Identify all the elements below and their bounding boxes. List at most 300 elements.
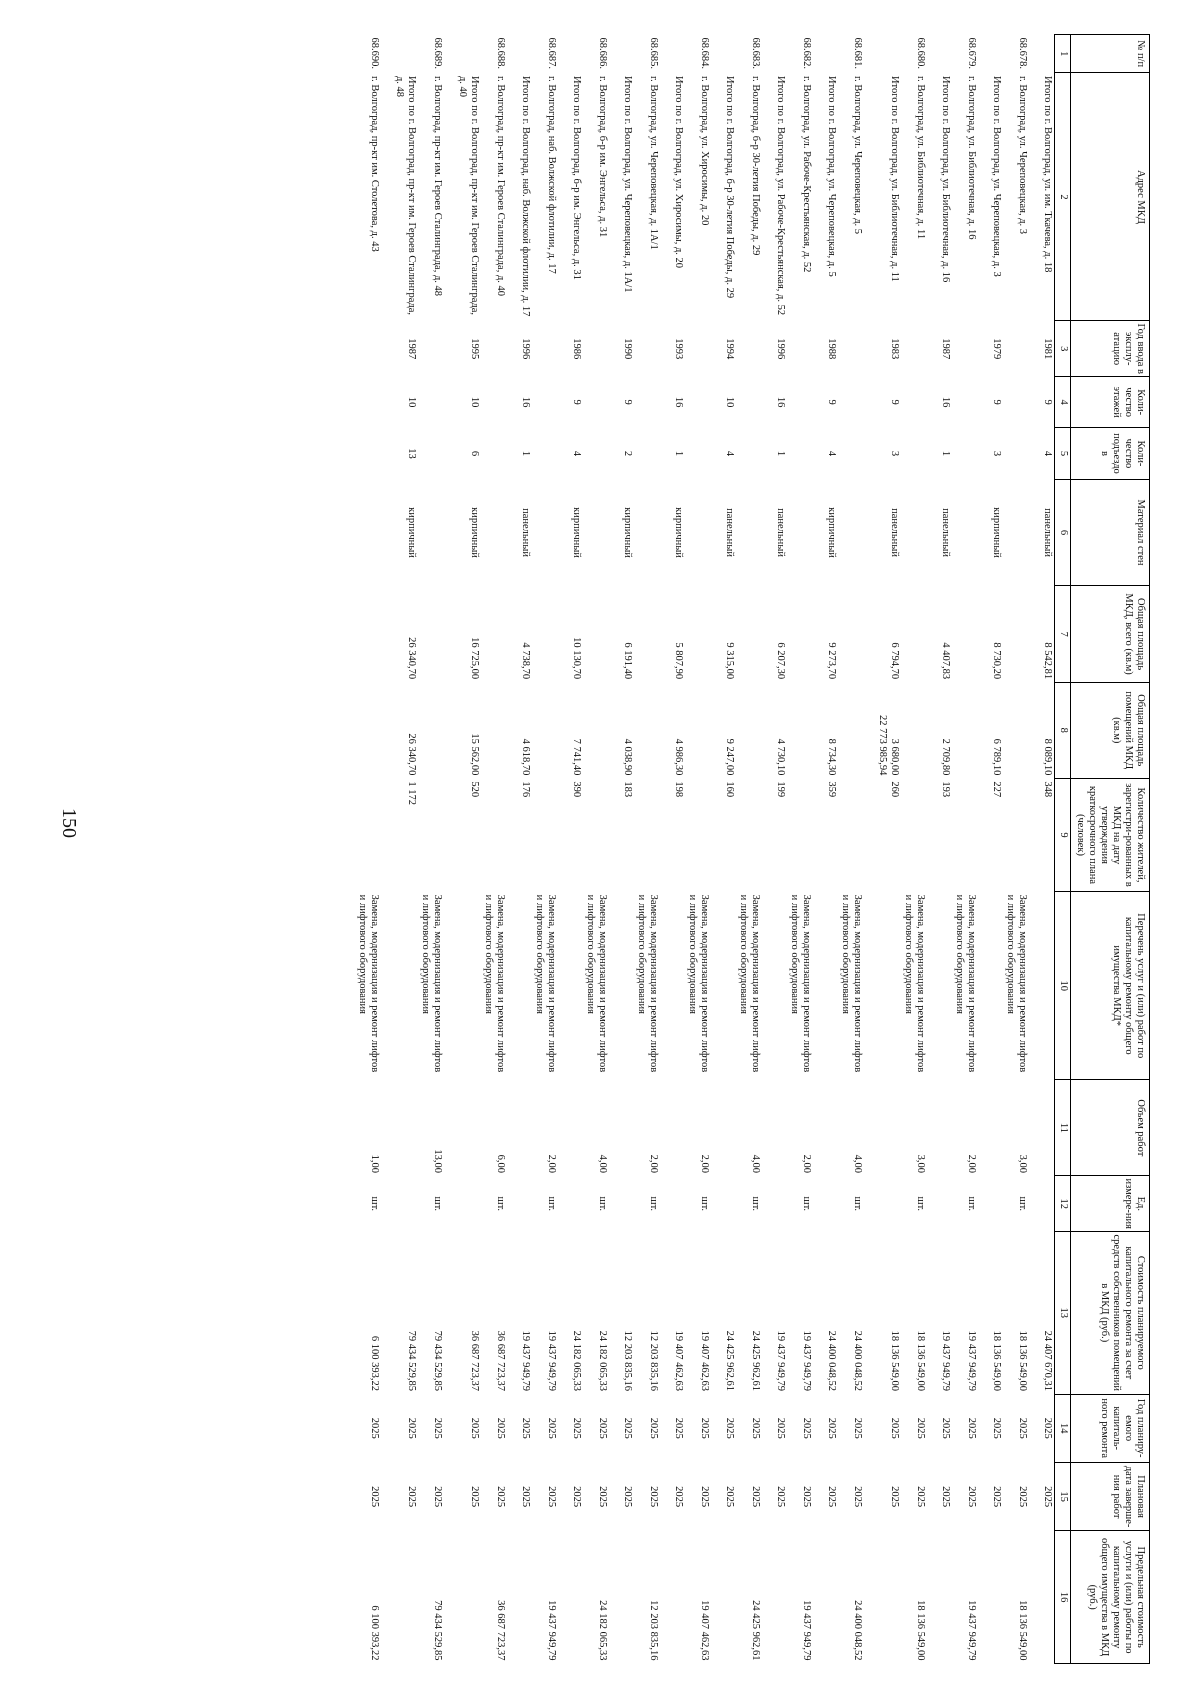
work-name-cell bbox=[989, 892, 1003, 1080]
col-header: Коли-чество подъездо в bbox=[1071, 428, 1150, 479]
year-cell: 1995 bbox=[469, 338, 480, 360]
plan-year-cell: 2025 bbox=[648, 1417, 659, 1439]
item-row bbox=[532, 35, 569, 1664]
residents-cell bbox=[583, 778, 620, 891]
unit-cell bbox=[938, 1176, 952, 1232]
address-cell: Итого по г. Волгоград, ул. Череповецкая, д. 3 bbox=[991, 75, 1002, 277]
volume-cell bbox=[773, 1080, 787, 1176]
item-row bbox=[838, 35, 875, 1664]
end-date-cell: 2025 bbox=[571, 1486, 582, 1508]
area-premises-cell bbox=[824, 682, 838, 778]
item-row bbox=[952, 35, 989, 1664]
col-header: Стоимость планируемого капитального ремонта за счет средств собственников помещений в МКД (руб.) bbox=[1071, 1232, 1150, 1394]
col-number: 6 bbox=[1055, 479, 1071, 586]
row-number bbox=[392, 35, 418, 73]
work-name-cell: Замена, модернизация и ремонт лифтов и лифтового оборудования bbox=[585, 894, 608, 1073]
plan-year-cell: 2025 bbox=[1017, 1417, 1028, 1439]
total-row bbox=[875, 35, 901, 1664]
area-premises-cell bbox=[620, 682, 634, 778]
address-cell: г. Волгоград, ул. Библиотечная, д. 11 bbox=[915, 75, 926, 240]
floors-cell: 10 bbox=[469, 396, 480, 408]
row-number bbox=[875, 35, 901, 73]
year-cell bbox=[787, 321, 824, 377]
plan-year-cell: 2025 bbox=[406, 1417, 417, 1439]
item-row bbox=[634, 35, 671, 1664]
end-date-cell: 2025 bbox=[915, 1486, 926, 1508]
limit-cell bbox=[518, 1531, 532, 1664]
cost-cell: 36 687 723,37 bbox=[495, 1330, 506, 1392]
material-cell: кирпичный bbox=[622, 507, 633, 558]
year-cell: 1996 bbox=[520, 338, 531, 360]
limit-cell bbox=[569, 1531, 583, 1664]
area-premises-value: 7 741,40 bbox=[571, 738, 582, 776]
area-total-cell bbox=[418, 586, 455, 682]
entrances-cell bbox=[787, 428, 824, 479]
unit-cell: шт. bbox=[915, 1196, 926, 1212]
address-cell: Итого по г. Волгоград, пр-кт им. Героев Сталинграда, д. 40 bbox=[457, 75, 480, 316]
limit-cell bbox=[989, 1531, 1003, 1664]
plan-year-cell: 2025 bbox=[520, 1417, 531, 1439]
row-number: 68.687. bbox=[546, 37, 557, 69]
year-cell bbox=[418, 321, 455, 377]
limit-cell: 19 437 949,79 bbox=[801, 1600, 812, 1661]
total-row bbox=[989, 35, 1003, 1664]
floors-cell: 9 bbox=[1042, 399, 1053, 405]
area-total-cell: 6 794,70 bbox=[889, 642, 900, 680]
area-premises-cell bbox=[773, 682, 787, 778]
end-date-cell: 2025 bbox=[369, 1486, 380, 1508]
cost-cell: 18 136 549,00 bbox=[991, 1330, 1002, 1392]
limit-cell bbox=[824, 1531, 838, 1664]
unit-cell: шт. bbox=[1017, 1196, 1028, 1212]
col-header: Коли-чество этажей bbox=[1071, 377, 1150, 428]
work-name-cell bbox=[671, 892, 685, 1080]
limit-cell bbox=[392, 1531, 418, 1664]
material-cell bbox=[901, 479, 938, 586]
floors-cell bbox=[634, 377, 671, 428]
row-number: 68.685. bbox=[648, 37, 659, 69]
col-number: 5 bbox=[1055, 428, 1071, 479]
row-number: 68.679. bbox=[966, 37, 977, 69]
limit-cell: 24 400 048,52 bbox=[852, 1600, 863, 1661]
cost-cell: 19 407 462,63 bbox=[673, 1330, 684, 1392]
entrances-cell bbox=[355, 428, 392, 479]
area-premises-value: 8 089,10 bbox=[1042, 738, 1053, 776]
floors-cell: 16 bbox=[673, 396, 684, 408]
volume-cell bbox=[518, 1080, 532, 1176]
area-total-cell: 8 730,20 bbox=[991, 642, 1002, 680]
floors-cell bbox=[787, 377, 824, 428]
work-name-cell: Замена, модернизация и ремонт лифтов и лифтового оборудования bbox=[738, 894, 761, 1073]
unit-cell bbox=[455, 1176, 481, 1232]
limit-cell bbox=[875, 1531, 901, 1664]
residents-cell: 160 bbox=[724, 781, 735, 798]
item-row bbox=[355, 35, 392, 1664]
residents-cell: 260 bbox=[889, 781, 900, 798]
area-premises-cell bbox=[455, 682, 481, 778]
area-premises-cell bbox=[722, 682, 736, 778]
work-name-cell: Замена, модернизация и ремонт лифтов и лифтового оборудования bbox=[483, 894, 506, 1073]
entrances-cell: 4 bbox=[826, 450, 837, 457]
row-number: 68.678. bbox=[1017, 37, 1028, 69]
residents-cell bbox=[787, 778, 824, 891]
unit-cell: шт. bbox=[369, 1196, 380, 1212]
work-name-cell: Замена, модернизация и ремонт лифтов и лифтового оборудования bbox=[636, 894, 659, 1073]
residents-cell: 198 bbox=[673, 781, 684, 798]
col-number: 16 bbox=[1055, 1531, 1071, 1664]
floors-cell: 16 bbox=[940, 396, 951, 408]
end-date-cell: 2025 bbox=[801, 1486, 812, 1508]
address-cell: г. Волгоград, наб. Волжской флотилии, д. 17 bbox=[546, 75, 557, 274]
col-number: 9 bbox=[1055, 778, 1071, 891]
material-cell bbox=[952, 479, 989, 586]
row-number: 68.681. bbox=[852, 37, 863, 69]
total-row bbox=[518, 35, 532, 1664]
area-premises-cell bbox=[952, 682, 989, 778]
year-cell: 1981 bbox=[1042, 338, 1053, 360]
residents-cell bbox=[532, 778, 569, 891]
limit-cell: 24 182 065,33 bbox=[597, 1600, 608, 1661]
residents-cell: 227 bbox=[991, 781, 1002, 798]
limit-cell: 19 407 462,63 bbox=[699, 1600, 710, 1661]
area-premises-cell bbox=[736, 682, 773, 778]
unit-cell: шт. bbox=[852, 1196, 863, 1212]
area-premises-extra-value: 22 773 985,94 bbox=[877, 714, 888, 776]
limit-cell: 19 437 949,79 bbox=[546, 1600, 557, 1661]
residents-cell bbox=[952, 778, 989, 891]
floors-cell: 10 bbox=[724, 396, 735, 408]
area-total-cell bbox=[787, 586, 824, 682]
work-name-cell: Замена, модернизация и ремонт лифтов и лифтового оборудования bbox=[420, 894, 443, 1073]
cost-cell: 24 182 065,33 bbox=[597, 1330, 608, 1392]
area-total-cell bbox=[901, 586, 938, 682]
entrances-cell: 1 bbox=[940, 450, 951, 457]
area-premises-value: 15 562,00 bbox=[469, 733, 480, 776]
item-row bbox=[583, 35, 620, 1664]
plan-year-cell: 2025 bbox=[801, 1417, 812, 1439]
cost-cell: 24 400 048,52 bbox=[852, 1330, 863, 1392]
end-date-cell: 2025 bbox=[648, 1486, 659, 1508]
unit-cell bbox=[722, 1176, 736, 1232]
end-date-cell: 2025 bbox=[699, 1486, 710, 1508]
floors-cell bbox=[481, 377, 518, 428]
plan-year-cell: 2025 bbox=[775, 1417, 786, 1439]
col-number: 1 bbox=[1055, 35, 1071, 73]
entrances-cell bbox=[736, 428, 773, 479]
end-date-cell: 2025 bbox=[495, 1486, 506, 1508]
plan-year-cell: 2025 bbox=[724, 1417, 735, 1439]
material-cell bbox=[583, 479, 620, 586]
entrances-cell: 4 bbox=[724, 450, 735, 457]
material-cell bbox=[685, 479, 722, 586]
unit-cell bbox=[773, 1176, 787, 1232]
unit-cell bbox=[620, 1176, 634, 1232]
plan-year-cell: 2025 bbox=[966, 1417, 977, 1439]
area-premises-value: 4 618,70 bbox=[520, 738, 531, 776]
entrances-cell: 1 bbox=[673, 450, 684, 457]
year-cell bbox=[952, 321, 989, 377]
floors-cell bbox=[736, 377, 773, 428]
material-cell bbox=[481, 479, 518, 586]
address-cell: г. Волгоград, ул. Библиотечная, д. 16 bbox=[966, 75, 977, 240]
year-cell: 1987 bbox=[406, 338, 417, 360]
material-cell: кирпичный bbox=[991, 507, 1002, 558]
limit-cell bbox=[722, 1531, 736, 1664]
work-name-cell bbox=[824, 892, 838, 1080]
cost-cell: 19 437 949,79 bbox=[546, 1330, 557, 1392]
unit-cell bbox=[392, 1176, 418, 1232]
limit-cell: 18 136 549,00 bbox=[915, 1600, 926, 1661]
entrances-cell bbox=[838, 428, 875, 479]
col-header: Адрес МКД bbox=[1071, 73, 1150, 321]
limit-cell bbox=[671, 1531, 685, 1664]
plan-year-cell: 2025 bbox=[991, 1417, 1002, 1439]
year-cell bbox=[1003, 321, 1040, 377]
col-header: Предельная стоимость услуги и (или) работы по капитальному ремонту общего имущества в МКД (руб.) bbox=[1071, 1531, 1150, 1664]
unit-cell: шт. bbox=[432, 1196, 443, 1212]
cost-cell: 19 437 949,79 bbox=[966, 1330, 977, 1392]
area-premises-value: 3 680,00 bbox=[889, 738, 900, 776]
entrances-cell bbox=[685, 428, 722, 479]
item-row bbox=[736, 35, 773, 1664]
volume-cell bbox=[824, 1080, 838, 1176]
unit-cell bbox=[989, 1176, 1003, 1232]
cost-cell: 24 400 048,52 bbox=[826, 1330, 837, 1392]
material-cell: панельный bbox=[1042, 508, 1053, 557]
material-cell: кирпичный bbox=[571, 507, 582, 558]
floors-cell bbox=[532, 377, 569, 428]
area-total-cell bbox=[532, 586, 569, 682]
area-total-cell bbox=[685, 586, 722, 682]
entrances-cell: 13 bbox=[406, 448, 417, 459]
year-cell: 1990 bbox=[622, 338, 633, 360]
area-total-cell bbox=[838, 586, 875, 682]
residents-cell: 183 bbox=[622, 781, 633, 798]
plan-year-cell: 2025 bbox=[369, 1417, 380, 1439]
material-cell: панельный bbox=[520, 508, 531, 557]
volume-cell: 2,00 bbox=[699, 1154, 710, 1173]
address-cell: г. Волгоград, ул. Череповецкая, д. 5 bbox=[852, 75, 863, 235]
area-total-cell: 5 807,90 bbox=[673, 642, 684, 680]
limit-cell bbox=[455, 1531, 481, 1664]
end-date-cell: 2025 bbox=[469, 1486, 480, 1508]
limit-cell bbox=[620, 1531, 634, 1664]
limit-cell: 12 203 835,16 bbox=[648, 1600, 659, 1661]
limit-cell: 19 437 949,79 bbox=[966, 1600, 977, 1661]
item-row bbox=[1003, 35, 1040, 1664]
work-name-cell bbox=[455, 892, 481, 1080]
area-premises-cell bbox=[583, 682, 620, 778]
area-total-cell: 4 738,70 bbox=[520, 642, 531, 680]
work-name-cell: Замена, модернизация и ремонт лифтов и лифтового оборудования bbox=[954, 894, 977, 1073]
residents-cell: 390 bbox=[571, 781, 582, 798]
volume-cell: 4,00 bbox=[750, 1154, 761, 1173]
end-date-cell: 2025 bbox=[1042, 1486, 1053, 1508]
address-cell: Итого по г. Волгоград, ул. Череповецкая, д. 1А/1 bbox=[622, 75, 633, 293]
item-row bbox=[901, 35, 938, 1664]
address-cell: г. Волгоград, ул. Хиросимы, д. 20 bbox=[699, 75, 710, 226]
plan-year-cell: 2025 bbox=[826, 1417, 837, 1439]
end-date-cell: 2025 bbox=[775, 1486, 786, 1508]
material-cell: кирпичный bbox=[826, 507, 837, 558]
end-date-cell: 2025 bbox=[966, 1486, 977, 1508]
cost-cell: 79 434 529,85 bbox=[432, 1330, 443, 1392]
area-total-cell: 6 191,40 bbox=[622, 642, 633, 680]
col-number: 7 bbox=[1055, 586, 1071, 682]
col-number: 2 bbox=[1055, 73, 1071, 321]
cost-cell: 18 136 549,00 bbox=[889, 1330, 900, 1392]
area-total-cell bbox=[355, 586, 392, 682]
area-total-cell bbox=[583, 586, 620, 682]
area-premises-cell bbox=[901, 682, 938, 778]
material-cell: панельный bbox=[940, 508, 951, 557]
row-number: 68.690. bbox=[369, 37, 380, 69]
row-number bbox=[1040, 35, 1055, 73]
col-header: Общая площадь помещений МКД (кв.м) bbox=[1071, 682, 1150, 778]
material-cell bbox=[838, 479, 875, 586]
area-total-cell: 26 340,70 bbox=[406, 637, 417, 680]
year-cell: 1983 bbox=[889, 338, 900, 360]
limit-cell bbox=[1040, 1531, 1055, 1664]
year-cell bbox=[532, 321, 569, 377]
work-name-cell bbox=[518, 892, 532, 1080]
volume-cell bbox=[938, 1080, 952, 1176]
area-premises-cell bbox=[481, 682, 518, 778]
limit-cell: 36 687 723,37 bbox=[495, 1600, 506, 1661]
entrances-cell: 1 bbox=[775, 450, 786, 457]
plan-year-cell: 2025 bbox=[889, 1417, 900, 1439]
header-row bbox=[1071, 35, 1150, 1664]
area-total-cell: 9 273,70 bbox=[826, 642, 837, 680]
plan-year-cell: 2025 bbox=[940, 1417, 951, 1439]
row-number: 68.683. bbox=[750, 37, 761, 69]
floors-cell: 10 bbox=[406, 396, 417, 408]
volume-cell: 2,00 bbox=[546, 1154, 557, 1173]
unit-cell bbox=[1040, 1176, 1055, 1232]
end-date-cell: 2025 bbox=[940, 1486, 951, 1508]
entrances-cell: 3 bbox=[991, 450, 1002, 457]
plan-year-cell: 2025 bbox=[469, 1417, 480, 1439]
col-header: Количество жителей, зарегистри-рованных в МКД на дату утверждения краткосрочного плана (человек) bbox=[1071, 778, 1150, 891]
address-cell: Итого по г. Волгоград, ул. Рабоче-Крестьянская, д. 52 bbox=[775, 75, 786, 316]
col-header: Плановая дата заверше-ния работ bbox=[1071, 1462, 1150, 1530]
unit-cell: шт. bbox=[750, 1196, 761, 1212]
floors-cell: 9 bbox=[889, 399, 900, 405]
area-premises-cell bbox=[532, 682, 569, 778]
address-cell: Итого по г. Волгоград, ул. Череповецкая, д. 5 bbox=[826, 75, 837, 277]
residents-cell: 199 bbox=[775, 781, 786, 798]
col-number: 13 bbox=[1055, 1232, 1071, 1394]
row-number: 68.688. bbox=[495, 37, 506, 69]
cost-cell: 24 425 962,61 bbox=[750, 1330, 761, 1392]
work-name-cell: Замена, модернизация и ремонт лифтов и лифтового оборудования bbox=[357, 894, 380, 1073]
row-number bbox=[620, 35, 634, 73]
row-number: 68.682. bbox=[801, 37, 812, 69]
volume-cell: 2,00 bbox=[966, 1154, 977, 1173]
address-cell: г. Волгоград, ул. Череповецкая, д. 3 bbox=[1017, 75, 1028, 235]
work-name-cell bbox=[1040, 892, 1055, 1080]
material-cell bbox=[355, 479, 392, 586]
volume-cell bbox=[722, 1080, 736, 1176]
col-number: 4 bbox=[1055, 377, 1071, 428]
residents-cell bbox=[1003, 778, 1040, 891]
year-cell: 1986 bbox=[571, 338, 582, 360]
end-date-cell: 2025 bbox=[673, 1486, 684, 1508]
col-number: 12 bbox=[1055, 1176, 1071, 1232]
material-cell bbox=[787, 479, 824, 586]
total-row bbox=[671, 35, 685, 1664]
area-total-cell: 8 542,81 bbox=[1042, 642, 1053, 680]
limit-cell: 18 136 549,00 bbox=[1017, 1600, 1028, 1661]
work-name-cell bbox=[392, 892, 418, 1080]
work-name-cell bbox=[722, 892, 736, 1080]
volume-cell: 4,00 bbox=[852, 1154, 863, 1173]
plan-year-cell: 2025 bbox=[673, 1417, 684, 1439]
volume-cell: 3,00 bbox=[1017, 1154, 1028, 1173]
col-number: 14 bbox=[1055, 1394, 1071, 1462]
cost-cell: 19 437 949,79 bbox=[520, 1330, 531, 1392]
floors-cell: 9 bbox=[991, 399, 1002, 405]
col-header: Год планиру-емого капиталь-ного ремонта bbox=[1071, 1394, 1150, 1462]
volume-cell: 13,00 bbox=[432, 1149, 443, 1173]
plan-year-cell: 2025 bbox=[546, 1417, 557, 1439]
material-cell bbox=[532, 479, 569, 586]
address-cell: г. Волгоград, ул. Рабоче-Крестьянская, д. 52 bbox=[801, 75, 812, 273]
plan-year-cell: 2025 bbox=[495, 1417, 506, 1439]
unit-cell: шт. bbox=[966, 1196, 977, 1212]
row-number: 68.689. bbox=[432, 37, 443, 69]
unit-cell: шт. bbox=[546, 1196, 557, 1212]
material-cell: панельный bbox=[889, 508, 900, 557]
entrances-cell bbox=[583, 428, 620, 479]
year-cell bbox=[481, 321, 518, 377]
material-cell: кирпичный bbox=[469, 507, 480, 558]
col-header: Материал стен bbox=[1071, 479, 1150, 586]
address-cell: Итого по г. Волгоград, ул. им. Ткачева, д. 18 bbox=[1042, 75, 1053, 273]
total-row bbox=[569, 35, 583, 1664]
total-row bbox=[392, 35, 418, 1664]
floors-cell: 9 bbox=[622, 399, 633, 405]
page-number: 150 bbox=[58, 808, 80, 838]
row-number bbox=[773, 35, 787, 73]
area-premises-value: 4 986,30 bbox=[673, 738, 684, 776]
floors-cell: 16 bbox=[520, 396, 531, 408]
volume-cell: 4,00 bbox=[597, 1154, 608, 1173]
residents-cell: 1 172 bbox=[406, 781, 417, 805]
area-total-cell: 10 130,70 bbox=[571, 637, 582, 680]
volume-cell: 3,00 bbox=[915, 1154, 926, 1173]
row-number bbox=[671, 35, 685, 73]
col-header: № п/п bbox=[1071, 35, 1150, 73]
area-premises-cell bbox=[989, 682, 1003, 778]
entrances-cell: 2 bbox=[622, 450, 633, 457]
row-number bbox=[455, 35, 481, 73]
unit-cell bbox=[569, 1176, 583, 1232]
year-cell bbox=[355, 321, 392, 377]
floors-cell: 16 bbox=[775, 396, 786, 408]
year-cell bbox=[901, 321, 938, 377]
material-cell bbox=[736, 479, 773, 586]
col-header: Объем работ bbox=[1071, 1080, 1150, 1176]
address-cell: Итого по г. Волгоград, б-р 30-летия Победы, д. 29 bbox=[724, 75, 735, 299]
residents-cell bbox=[355, 778, 392, 891]
area-premises-cell bbox=[418, 682, 455, 778]
unit-cell bbox=[875, 1176, 901, 1232]
total-row bbox=[1040, 35, 1055, 1664]
plan-year-cell: 2025 bbox=[622, 1417, 633, 1439]
work-name-cell bbox=[938, 892, 952, 1080]
item-row bbox=[787, 35, 824, 1664]
